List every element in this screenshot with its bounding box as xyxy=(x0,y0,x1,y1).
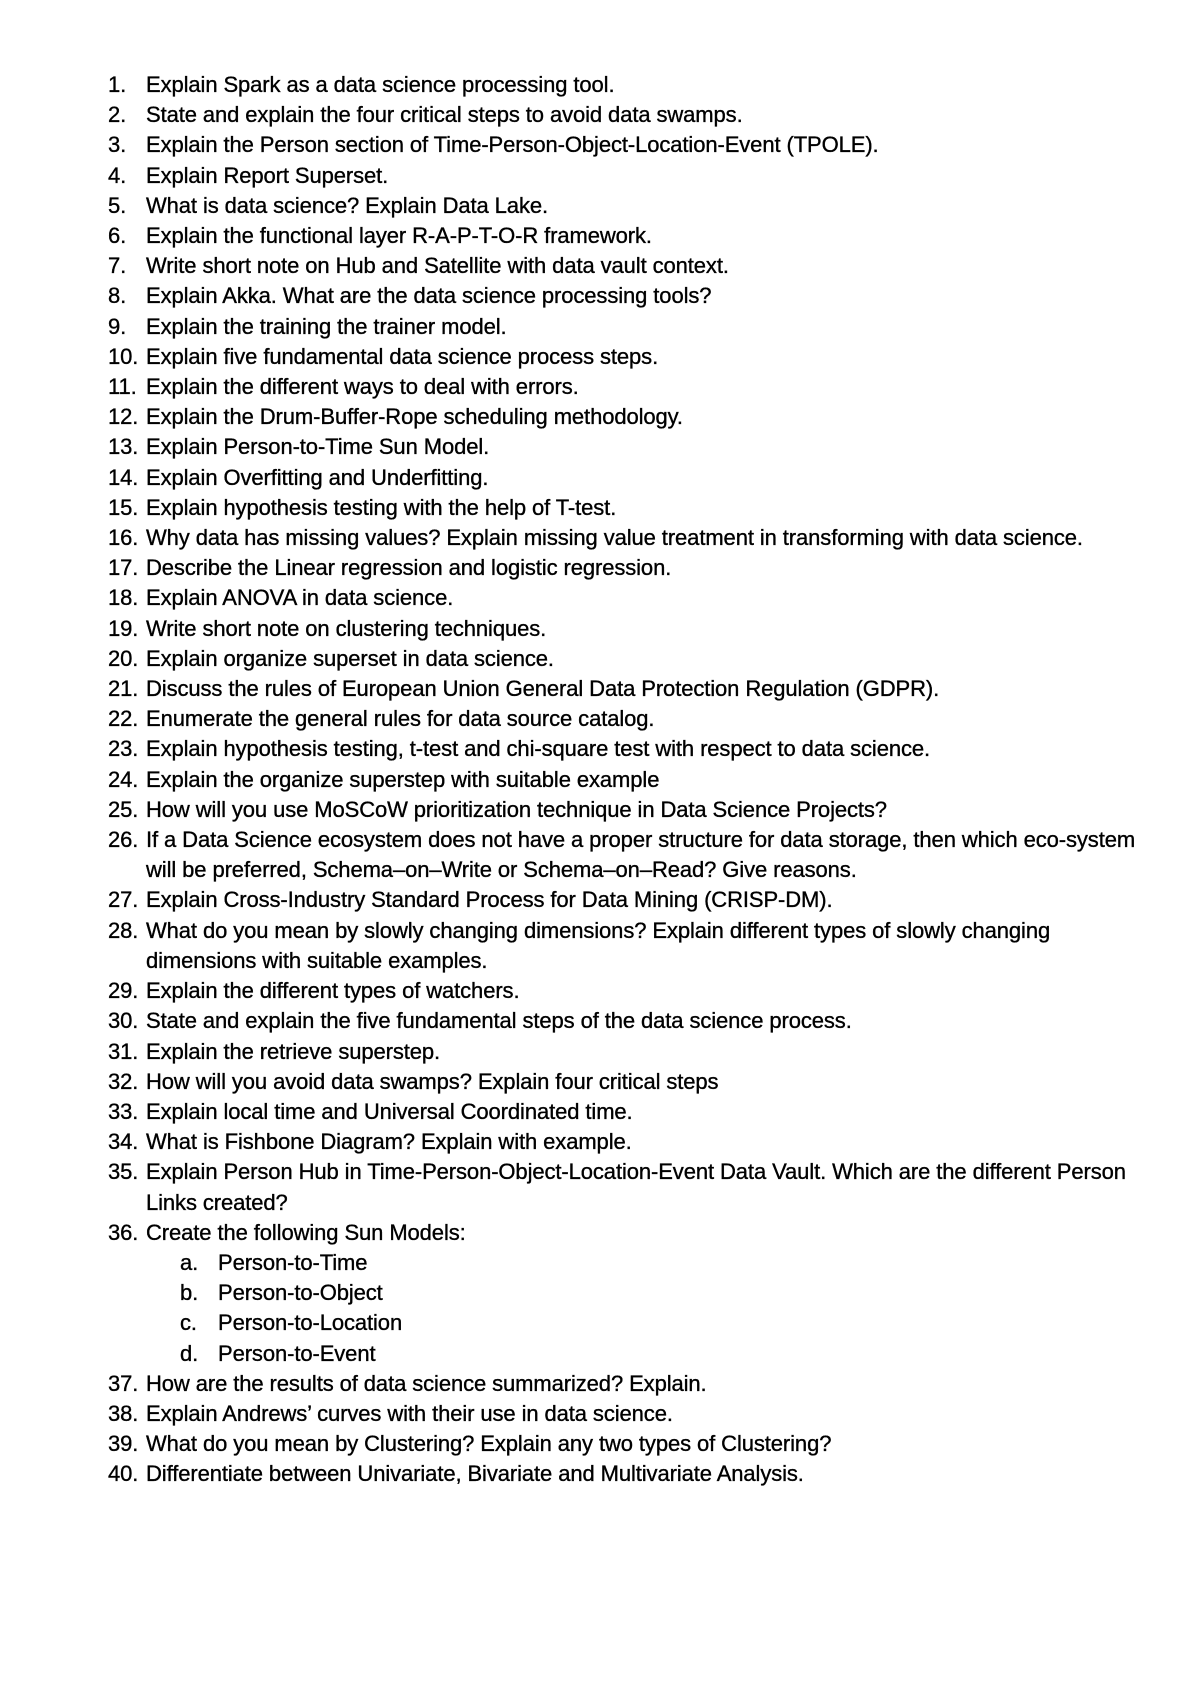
sub-item-text: Person-to-Object xyxy=(218,1280,383,1306)
question-text: Differentiate between Univariate, Bivariate and Multivariate Analysis. xyxy=(146,1461,804,1487)
question-text: State and explain the five fundamental steps of the data science process. xyxy=(146,1008,852,1034)
question-27 xyxy=(108,885,1138,915)
question-36 xyxy=(108,1218,1138,1369)
question-text: What do you mean by Clustering? Explain any two types of Clustering? xyxy=(146,1431,832,1457)
question-text: Explain the organize superstep with suitable example xyxy=(146,766,660,792)
question-number: 15. xyxy=(108,494,139,520)
question-17 xyxy=(108,553,1138,583)
question-number: 32. xyxy=(108,1068,139,1094)
question-37 xyxy=(108,1369,1138,1399)
question-39 xyxy=(108,1429,1138,1459)
question-number: 33. xyxy=(108,1098,139,1124)
question-8 xyxy=(108,281,1138,311)
question-28 xyxy=(108,916,1138,976)
question-number: 21. xyxy=(108,676,139,702)
sub-item-text: Person-to-Event xyxy=(218,1340,376,1366)
question-number: 1. xyxy=(108,72,127,97)
question-text: Explain the training the trainer model. xyxy=(146,313,507,339)
question-20 xyxy=(108,644,1138,674)
sun-model-item xyxy=(180,1308,1138,1338)
question-1 xyxy=(108,70,1138,100)
question-text: Explain ANOVA in data science. xyxy=(146,585,454,611)
sun-model-list xyxy=(146,1248,1138,1369)
question-text: Write short note on Hub and Satellite with data vault context. xyxy=(146,253,729,279)
question-32 xyxy=(108,1067,1138,1097)
question-list xyxy=(108,70,1138,1490)
sub-item-letter: a. xyxy=(180,1249,199,1275)
question-number: 10. xyxy=(108,343,139,369)
question-number: 39. xyxy=(108,1431,139,1457)
question-16 xyxy=(108,523,1138,553)
question-text: What is data science? Explain Data Lake. xyxy=(146,192,549,218)
question-text: Enumerate the general rules for data source catalog. xyxy=(146,706,655,732)
question-text: Explain Report Superset. xyxy=(146,162,389,188)
question-6 xyxy=(108,221,1138,251)
sun-model-item xyxy=(180,1339,1138,1369)
question-15 xyxy=(108,493,1138,523)
question-text: Explain Overfitting and Underfitting. xyxy=(146,464,489,490)
question-number: 40. xyxy=(108,1461,139,1487)
question-number: 18. xyxy=(108,585,139,611)
question-10 xyxy=(108,342,1138,372)
question-number: 12. xyxy=(108,404,139,430)
question-number: 22. xyxy=(108,706,139,732)
sun-model-item xyxy=(180,1248,1138,1278)
question-40 xyxy=(108,1459,1138,1489)
question-text: Explain Person-to-Time Sun Model. xyxy=(146,434,490,460)
question-number: 28. xyxy=(108,917,139,943)
question-text: How will you use MoSCoW prioritization technique in Data Science Projects? xyxy=(146,796,887,822)
question-11 xyxy=(108,372,1138,402)
question-18 xyxy=(108,583,1138,613)
question-text: How will you avoid data swamps? Explain four critical steps xyxy=(146,1068,719,1094)
question-text: State and explain the four critical steps to avoid data swamps. xyxy=(146,102,743,128)
question-number: 23. xyxy=(108,736,139,762)
question-number: 37. xyxy=(108,1370,139,1396)
question-number: 25. xyxy=(108,796,139,822)
question-text: Why data has missing values? Explain missing value treatment in transforming with data science. xyxy=(146,525,1083,551)
question-26 xyxy=(108,825,1138,885)
question-text: Create the following Sun Models: xyxy=(146,1219,466,1245)
question-38 xyxy=(108,1399,1138,1429)
question-text: Explain Akka. What are the data science processing tools? xyxy=(146,283,712,309)
question-text: Explain the retrieve superstep. xyxy=(146,1038,441,1064)
question-3 xyxy=(108,130,1138,160)
question-4 xyxy=(108,161,1138,191)
question-text: Write short note on clustering techniques. xyxy=(146,615,547,641)
question-text: If a Data Science ecosystem does not have a proper structure for data storage, then which eco-system will be preferred, Schema–on–Write or Schema–on–Read? Give reasons. xyxy=(146,827,1136,883)
question-text: How are the results of data science summarized? Explain. xyxy=(146,1370,707,1396)
question-number: 38. xyxy=(108,1400,139,1426)
question-number: 20. xyxy=(108,645,139,671)
question-number: 13. xyxy=(108,434,139,460)
question-text: Explain the functional layer R-A-P-T-O-R framework. xyxy=(146,223,652,249)
question-text: Explain the Drum-Buffer-Rope scheduling methodology. xyxy=(146,404,683,430)
sun-model-item xyxy=(180,1278,1138,1308)
question-number: 7. xyxy=(108,253,127,279)
question-9 xyxy=(108,312,1138,342)
question-number: 5. xyxy=(108,192,127,218)
question-number: 19. xyxy=(108,615,139,641)
sub-item-letter: b. xyxy=(180,1280,199,1306)
question-number: 17. xyxy=(108,555,139,581)
question-2 xyxy=(108,100,1138,130)
question-7 xyxy=(108,251,1138,281)
question-23 xyxy=(108,734,1138,764)
question-number: 11. xyxy=(108,374,137,400)
question-number: 2. xyxy=(108,102,127,128)
question-text: Explain the Person section of Time-Person-Object-Location-Event (TPOLE). xyxy=(146,132,879,158)
question-12 xyxy=(108,402,1138,432)
question-number: 27. xyxy=(108,887,139,913)
question-text: What do you mean by slowly changing dimensions? Explain different types of slowly changing dimensions with suitable examples. xyxy=(146,917,1051,973)
question-text: Explain hypothesis testing with the help of T-test. xyxy=(146,494,617,520)
question-text: Explain the different types of watchers. xyxy=(146,978,520,1004)
question-number: 36. xyxy=(108,1219,139,1245)
question-body xyxy=(146,1218,1138,1369)
question-number: 14. xyxy=(108,464,139,490)
question-text: Explain local time and Universal Coordinated time. xyxy=(146,1098,633,1124)
question-33 xyxy=(108,1097,1138,1127)
sub-item-text: Person-to-Location xyxy=(218,1310,403,1336)
question-number: 6. xyxy=(108,223,127,249)
question-text: Describe the Linear regression and logistic regression. xyxy=(146,555,672,581)
sub-item-letter: c. xyxy=(180,1310,197,1336)
question-number: 26. xyxy=(108,827,139,853)
question-number: 9. xyxy=(108,313,127,339)
question-text: Explain organize superset in data science. xyxy=(146,645,554,671)
question-14 xyxy=(108,463,1138,493)
question-22 xyxy=(108,704,1138,734)
question-34 xyxy=(108,1127,1138,1157)
sub-item-text: Person-to-Time xyxy=(218,1249,368,1275)
question-text: Explain five fundamental data science process steps. xyxy=(146,343,659,369)
question-text: Explain hypothesis testing, t-test and chi-square test with respect to data science. xyxy=(146,736,931,762)
question-number: 35. xyxy=(108,1159,139,1185)
question-number: 34. xyxy=(108,1129,139,1155)
question-19 xyxy=(108,614,1138,644)
question-number: 8. xyxy=(108,283,127,309)
question-13 xyxy=(108,432,1138,462)
question-5 xyxy=(108,191,1138,221)
question-21 xyxy=(108,674,1138,704)
question-number: 4. xyxy=(108,162,127,188)
question-24 xyxy=(108,765,1138,795)
question-31 xyxy=(108,1037,1138,1067)
question-number: 24. xyxy=(108,766,139,792)
question-text: Explain Spark as a data science processing tool. xyxy=(146,72,615,97)
question-25 xyxy=(108,795,1138,825)
sub-item-letter: d. xyxy=(180,1340,199,1366)
question-30 xyxy=(108,1006,1138,1036)
question-text: Explain Person Hub in Time-Person-Object-Location-Event Data Vault. Which are the different Person Links created? xyxy=(146,1159,1126,1215)
question-number: 16. xyxy=(108,525,139,551)
question-number: 29. xyxy=(108,978,139,1004)
question-text: Discuss the rules of European Union General Data Protection Regulation (GDPR). xyxy=(146,676,940,702)
question-number: 3. xyxy=(108,132,127,158)
question-text: Explain the different ways to deal with errors. xyxy=(146,374,579,400)
question-number: 30. xyxy=(108,1008,139,1034)
question-35 xyxy=(108,1157,1138,1217)
question-number: 31. xyxy=(108,1038,139,1064)
question-text: Explain Andrews’ curves with their use in data science. xyxy=(146,1400,673,1426)
question-text: What is Fishbone Diagram? Explain with example. xyxy=(146,1129,632,1155)
question-29 xyxy=(108,976,1138,1006)
question-text: Explain Cross-Industry Standard Process for Data Mining (CRISP-DM). xyxy=(146,887,833,913)
